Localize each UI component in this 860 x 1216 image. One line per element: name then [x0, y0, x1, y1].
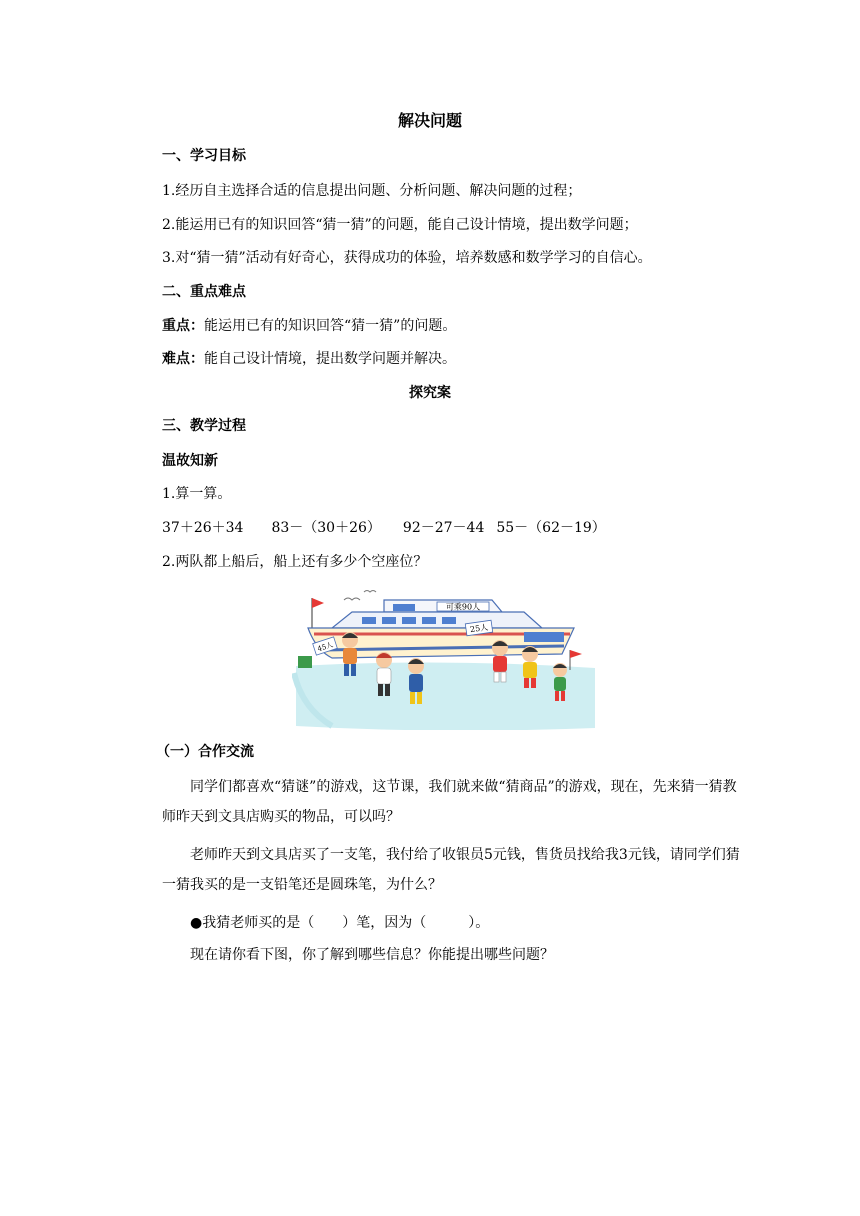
difficult-point-label: 难点： [162, 351, 204, 367]
key-point-label: 重点： [162, 318, 204, 334]
coop-paragraph-1: 同学们都喜欢“猜谜”的游戏，这节课，我们就来做“猜商品”的游戏，现在，先来猜一猜教师昨天到文具店购买的物品，可以吗？ [162, 779, 737, 825]
expression-1: 37＋26＋34 [162, 520, 244, 536]
difficult-point-text: 能自己设计情境，提出数学问题并解决。 [204, 351, 456, 367]
group-sign-45-text: 45人 [316, 640, 335, 654]
group-sign-25-text: 25人 [469, 622, 489, 635]
boat-illustration [292, 578, 597, 730]
coop-paragraph-4: 现在请你看下图，你了解到哪些信息？你能提出哪些问题？ [190, 947, 554, 963]
difficult-point [162, 349, 456, 369]
arithmetic-row [162, 518, 620, 538]
section-heading-keypoints: 二、重点难点 [162, 284, 246, 300]
goal-item-3: 3.对“猜一猜”活动有好奇心，获得成功的体验，培养数感和数学学习的自信心。 [162, 250, 652, 266]
expression-3: 92－27－44 [402, 520, 485, 536]
goal-item-1: 1.经历自主选择合适的信息提出问题、分析问题、解决问题的过程； [162, 183, 582, 199]
expression-4: 55－（62－19） [496, 520, 606, 536]
coop-paragraph-3: ●我猜老师买的是（ ）笔，因为（ ）。 [190, 915, 490, 931]
key-point [162, 316, 456, 336]
question-2: 2.两队都上船后，船上还有多少个空座位？ [162, 554, 428, 570]
expression-2: 83－（30＋26） [271, 520, 381, 536]
explore-title: 探究案 [409, 385, 451, 401]
question-1: 1.算一算。 [162, 486, 232, 502]
review-subheading: 温故知新 [162, 453, 218, 469]
coop-heading: （一）合作交流 [156, 744, 254, 760]
section-heading-process: 三、教学过程 [162, 418, 246, 434]
key-point-text: 能运用已有的知识回答“猜一猜”的问题。 [204, 318, 457, 334]
coop-paragraph-2: 老师昨天到文具店买了一支笔，我付给了收银员5元钱，售货员找给我3元钱，请同学们猜一猜我买的是一支铅笔还是圆珠笔，为什么？ [162, 847, 740, 893]
goal-item-2: 2.能运用已有的知识回答“猜一猜”的问题，能自己设计情境，提出数学问题； [162, 217, 638, 233]
boat-sign-text: 可乘90人 [445, 602, 481, 612]
section-heading-goals: 一、学习目标 [162, 148, 246, 164]
boat-capacity-sign [437, 602, 489, 612]
page-title: 解决问题 [397, 111, 462, 130]
